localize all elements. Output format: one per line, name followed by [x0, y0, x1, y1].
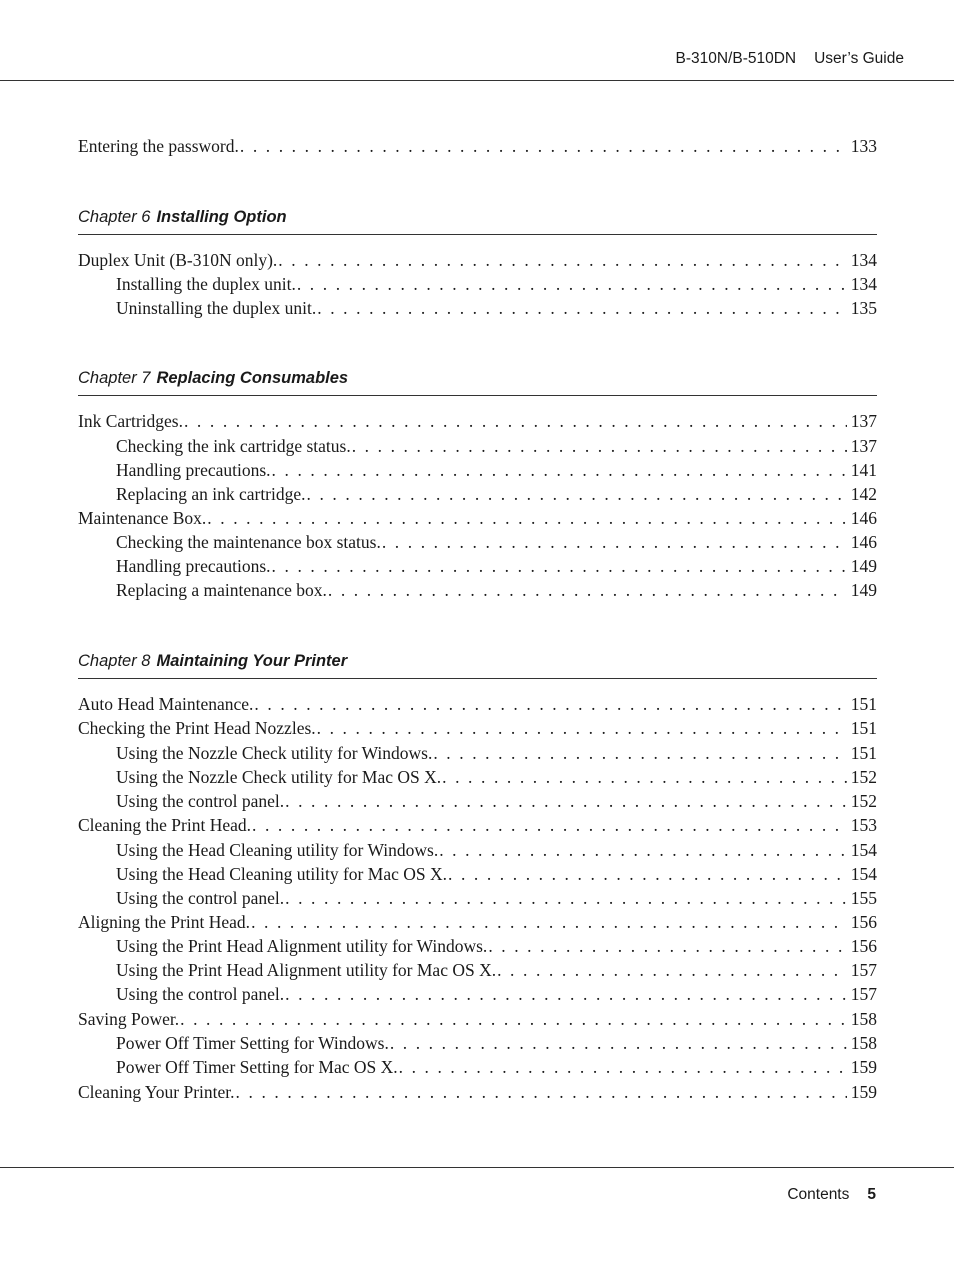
toc-entry-page: 151: [850, 694, 877, 714]
toc-entry-title: Power Off Timer Setting for Windows.: [116, 1033, 389, 1053]
toc-entry-title: Using the control panel.: [116, 791, 285, 811]
toc-entry-title: Installing the duplex unit.: [116, 274, 296, 294]
toc-entry-title: Using the Nozzle Check utility for Mac OS X.: [116, 767, 442, 787]
toc-entry-title: Cleaning Your Printer.: [78, 1082, 235, 1102]
dot-leader: [284, 982, 847, 1006]
toc-entry[interactable]: [78, 692, 877, 716]
dot-leader: [438, 838, 847, 862]
toc-subentry[interactable]: [116, 741, 877, 765]
toc-entry-title: Handling precautions.: [116, 556, 271, 576]
dot-leader: [389, 1031, 847, 1055]
toc-entry-title: Using the Print Head Alignment utility for Mac OS X.: [116, 960, 497, 980]
chapter-heading[interactable]: [78, 369, 877, 396]
chapter-label: Chapter 7: [78, 369, 151, 387]
chapter-label: Chapter 6: [78, 208, 151, 226]
dot-leader: [251, 813, 847, 837]
toc-subentry[interactable]: [116, 958, 877, 982]
dot-leader: [253, 692, 846, 716]
chapter-label: Chapter 8: [78, 652, 151, 670]
dot-leader: [441, 765, 847, 789]
toc-entry-page: 149: [850, 580, 877, 600]
dot-leader: [284, 886, 847, 910]
toc-subentry[interactable]: [116, 458, 877, 482]
toc-entry-page: 159: [850, 1082, 877, 1102]
toc-subentry[interactable]: [116, 1055, 877, 1079]
toc-entry-title: Entering the password.: [78, 136, 239, 156]
toc-entry-title: Checking the maintenance box status.: [116, 532, 381, 552]
toc-entry-title: Handling precautions.: [116, 460, 271, 480]
toc-entry-page: 155: [850, 888, 877, 908]
dot-leader: [306, 482, 847, 506]
dot-leader: [432, 741, 846, 765]
dot-leader: [316, 716, 847, 740]
toc-entry-page: 151: [850, 718, 877, 738]
toc-entry-page: 158: [850, 1033, 877, 1053]
dot-leader: [496, 958, 847, 982]
toc-subentry[interactable]: [116, 765, 877, 789]
page-number: 5: [867, 1186, 876, 1203]
dot-leader: [398, 1055, 847, 1079]
toc-entry-title: Cleaning the Print Head.: [78, 815, 252, 835]
toc-entry-page: 135: [850, 298, 877, 318]
toc-entry-page: 153: [850, 815, 877, 835]
chapter-heading[interactable]: [78, 652, 877, 679]
toc-entry[interactable]: [78, 409, 877, 433]
toc-entry-page: 146: [850, 508, 877, 528]
dot-leader: [296, 272, 847, 296]
toc-subentry[interactable]: [116, 838, 877, 862]
dot-leader: [235, 1080, 847, 1104]
dot-leader: [183, 409, 847, 433]
toc-entry-title: Using the Head Cleaning utility for Mac OS X.: [116, 864, 447, 884]
dot-leader: [351, 434, 847, 458]
dot-leader: [381, 530, 847, 554]
toc-entry-page: 146: [850, 532, 877, 552]
dot-leader: [250, 910, 847, 934]
dot-leader: [239, 134, 847, 158]
running-footer: [787, 1186, 876, 1204]
toc-entry-title: Checking the Print Head Nozzles.: [78, 718, 316, 738]
dot-leader: [271, 554, 847, 578]
footer-rule: [0, 1167, 954, 1168]
dot-leader: [447, 862, 847, 886]
chapter-name: Installing Option: [156, 208, 287, 226]
toc-entry-title: Using the control panel.: [116, 984, 285, 1004]
toc-subentry[interactable]: [116, 862, 877, 886]
footer-section: Contents: [787, 1186, 850, 1203]
toc-entry-title: Ink Cartridges.: [78, 411, 183, 431]
toc-entry-page: 149: [850, 556, 877, 576]
toc-subentry[interactable]: [116, 982, 877, 1006]
dot-leader: [277, 248, 846, 272]
toc-entry-page: 156: [850, 936, 877, 956]
toc-entry-page: 159: [850, 1057, 877, 1077]
toc-subentry[interactable]: [116, 554, 877, 578]
toc-subentry[interactable]: [116, 1031, 877, 1055]
toc-subentry[interactable]: [116, 296, 877, 320]
toc-entry-title: Checking the ink cartridge status.: [116, 436, 351, 456]
toc-entry-page: 133: [850, 136, 877, 156]
toc-entry[interactable]: [78, 1007, 877, 1031]
toc-entry-title: Replacing an ink cartridge.: [116, 484, 306, 504]
toc-entry-title: Saving Power.: [78, 1009, 180, 1029]
toc-entry-page: 152: [850, 767, 877, 787]
toc-entry-page: 134: [850, 250, 877, 270]
dot-leader: [487, 934, 846, 958]
running-header: [676, 50, 905, 68]
toc-entry-page: 158: [850, 1009, 877, 1029]
dot-leader: [284, 789, 847, 813]
chapter-heading[interactable]: [78, 208, 877, 235]
dot-leader: [179, 1007, 847, 1031]
toc-subentry[interactable]: [116, 482, 877, 506]
toc-subentry[interactable]: [116, 789, 877, 813]
toc-entry-title: Auto Head Maintenance.: [78, 694, 254, 714]
toc-entry-title: Using the Print Head Alignment utility for Windows.: [116, 936, 488, 956]
toc-entry[interactable]: [78, 506, 877, 530]
toc-entry-page: 142: [850, 484, 877, 504]
toc-entry-title: Aligning the Print Head.: [78, 912, 251, 932]
toc-entry-page: 154: [850, 840, 877, 860]
toc-entry[interactable]: [78, 134, 877, 158]
toc-entry-page: 151: [850, 743, 877, 763]
toc-subentry[interactable]: [116, 272, 877, 296]
toc-subentry[interactable]: [116, 578, 877, 602]
chapter-name: Maintaining Your Printer: [156, 652, 348, 670]
dot-leader: [271, 458, 847, 482]
toc-entry-page: 156: [850, 912, 877, 932]
header-model: B-310N/B-510DN: [675, 50, 797, 67]
toc-entry-title: Replacing a maintenance box.: [116, 580, 327, 600]
toc-entry-page: 141: [850, 460, 877, 480]
toc-subentry[interactable]: [116, 530, 877, 554]
toc-entry[interactable]: [78, 248, 877, 272]
toc-entry[interactable]: [78, 1080, 877, 1104]
toc-entry-page: 152: [850, 791, 877, 811]
chapter-name: Replacing Consumables: [156, 369, 349, 387]
toc-subentry[interactable]: [116, 934, 877, 958]
dot-leader: [206, 506, 846, 530]
toc-entry-title: Power Off Timer Setting for Mac OS X.: [116, 1057, 398, 1077]
toc-entry[interactable]: [78, 813, 877, 837]
toc-entry-page: 157: [850, 960, 877, 980]
toc-entry-title: Duplex Unit (B-310N only).: [78, 250, 278, 270]
dot-leader: [327, 578, 847, 602]
toc-subentry[interactable]: [116, 434, 877, 458]
toc-entry-page: 134: [850, 274, 877, 294]
header-guide-title: User’s Guide: [814, 50, 904, 67]
toc-entry-page: 137: [850, 436, 877, 456]
toc-entry-title: Using the Nozzle Check utility for Windows.: [116, 743, 433, 763]
toc-entry-title: Using the Head Cleaning utility for Windows.: [116, 840, 439, 860]
toc-entry-page: 154: [850, 864, 877, 884]
toc-entry[interactable]: [78, 716, 877, 740]
toc-entry-page: 157: [850, 984, 877, 1004]
dot-leader: [316, 296, 846, 320]
header-rule: [0, 80, 954, 81]
toc-entry-title: Maintenance Box.: [78, 508, 207, 528]
toc-entry-title: Using the control panel.: [116, 888, 285, 908]
toc-entry-page: 137: [850, 411, 877, 431]
toc-entry[interactable]: [78, 910, 877, 934]
toc-subentry[interactable]: [116, 886, 877, 910]
toc-entry-title: Uninstalling the duplex unit.: [116, 298, 317, 318]
